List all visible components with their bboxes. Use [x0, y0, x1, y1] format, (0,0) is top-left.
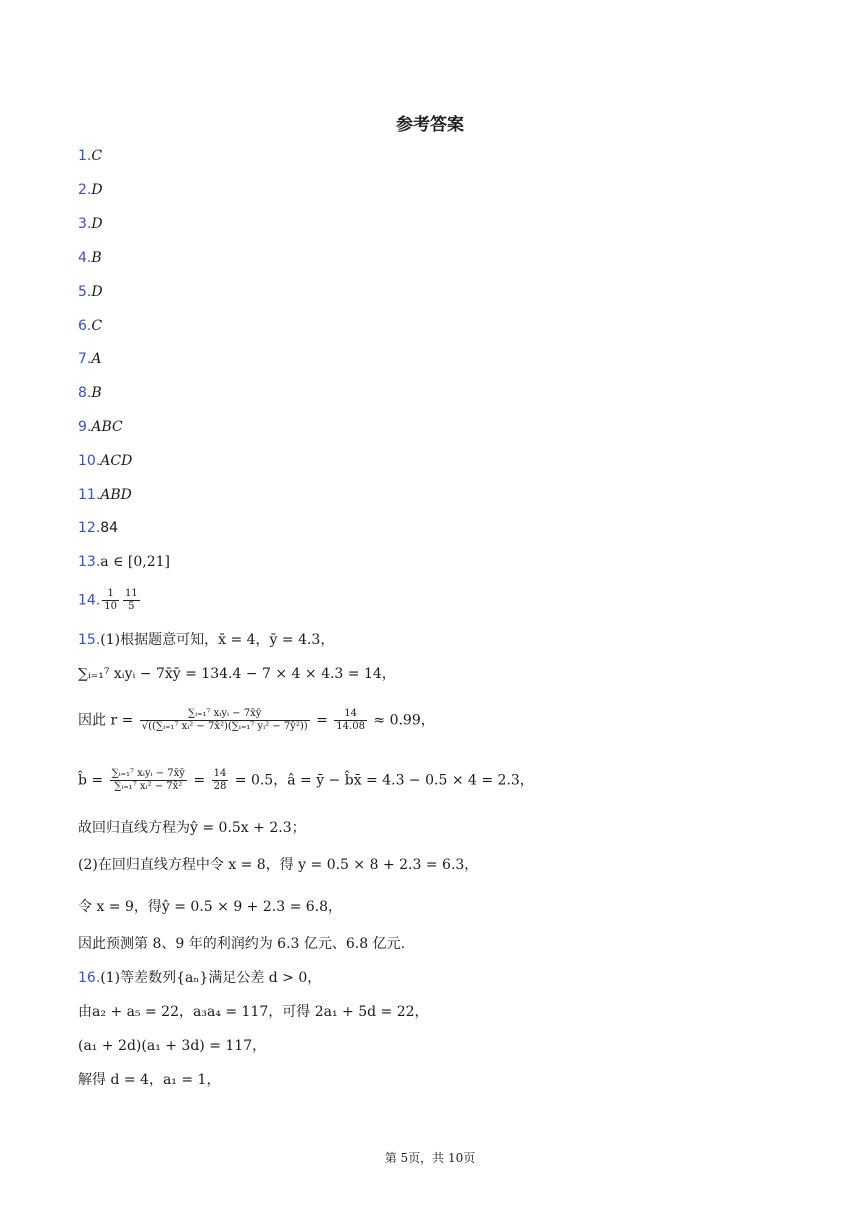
- correlation-fraction: $\frac{\text{∑ᵢ₌₁⁷ xᵢyᵢ − 7x̄ȳ}}{\text{√((∑ᵢ₌₁⁷ xᵢ² − 7x̄²)(∑ᵢ₌₁⁷ yᵢ² − 7ȳ²))}}$: [141, 708, 308, 732]
- q15-line-4: b̂ = $\frac{\text{∑ᵢ₌₁⁷ xᵢyᵢ − 7x̄ȳ}}{\text{∑ᵢ₌₁⁷ xᵢ² − 7x̄²}}$ = $\frac{14}{28}$ = 0.5，â = ȳ − b̂x̄ = 4.3 − 0.5 × 4 = 2.3，: [78, 768, 534, 792]
- fraction: $\frac{11}{5}$: [125, 588, 138, 612]
- q15-line-3: 因此 r = $\frac{\text{∑ᵢ₌₁⁷ xᵢyᵢ − 7x̄ȳ}}{\text{√((∑ᵢ₌₁⁷ xᵢ² − 7x̄²)(∑ᵢ₌₁⁷ yᵢ² − 7ȳ²))}}$ = $\frac{14}{14.08}$ ≈ 0.99，: [78, 708, 435, 732]
- answer-2: 2.D: [78, 182, 103, 198]
- q15-line-8: 因此预测第 8、9 年的利润约为 6.3 亿元、6.8 亿元.: [78, 936, 406, 952]
- answer-13: 13.a ∈ [0,21]: [78, 554, 170, 570]
- q16-line-3: (a₁ + 2d)(a₁ + 3d) = 117，: [78, 1038, 267, 1054]
- answer-5: 5.D: [78, 284, 103, 300]
- q16-line-4: 解得 d = 4，a₁ = 1，: [78, 1072, 221, 1088]
- q15-line-6: (2)在回归直线方程中令 x = 8，得 y = 0.5 × 8 + 2.3 = 6.3，: [78, 857, 479, 873]
- q16-line-2: 由a₂ + a₅ = 22，a₃a₄ = 117，可得 2a₁ + 5d = 22，: [78, 1004, 429, 1020]
- answer-10: 10.ACD: [78, 453, 133, 469]
- q15-line-2: ∑ᵢ₌₁⁷ xᵢyᵢ − 7x̄ȳ = 134.4 − 7 × 4 × 4.3 = 14，: [78, 666, 396, 682]
- answer-7: 7.A: [78, 351, 102, 367]
- answer-9: 9.ABC: [78, 419, 123, 435]
- answer-3: 3.D: [78, 216, 103, 232]
- answer-11: 11.ABD: [78, 487, 132, 503]
- answer-1: 1.C: [78, 148, 103, 164]
- q16-line-1: 16.(1)等差数列{aₙ}满足公差 d > 0，: [78, 970, 322, 986]
- page-title: 参考答案: [396, 115, 464, 135]
- answer-12: 12.84: [78, 520, 119, 536]
- fraction: $\frac{1}{10}$: [104, 588, 117, 612]
- q15-line-5: 故回归直线方程为ŷ = 0.5x + 2.3；: [78, 820, 306, 836]
- fraction: $\frac{14}{28}$: [213, 768, 227, 792]
- page-footer: 第 5页，共 10页: [384, 1151, 476, 1165]
- slope-fraction: $\frac{\text{∑ᵢ₌₁⁷ xᵢyᵢ − 7x̄ȳ}}{\text{∑ᵢ₌₁⁷ xᵢ² − 7x̄²}}$: [111, 768, 185, 792]
- q15-line-7: 令 x = 9，得ŷ = 0.5 × 9 + 2.3 = 6.8，: [78, 899, 343, 915]
- answer-8: 8.B: [78, 385, 102, 401]
- answer-14: 14. $\frac{1}{10}$ $\frac{11}{5}$: [78, 588, 138, 612]
- fraction: $\frac{14}{14.08}$: [336, 708, 365, 732]
- q15-line-1: 15.(1)根据题意可知，x̄ = 4，ȳ = 4.3，: [78, 632, 335, 648]
- answer-6: 6.C: [78, 318, 103, 334]
- answer-4: 4.B: [78, 250, 102, 266]
